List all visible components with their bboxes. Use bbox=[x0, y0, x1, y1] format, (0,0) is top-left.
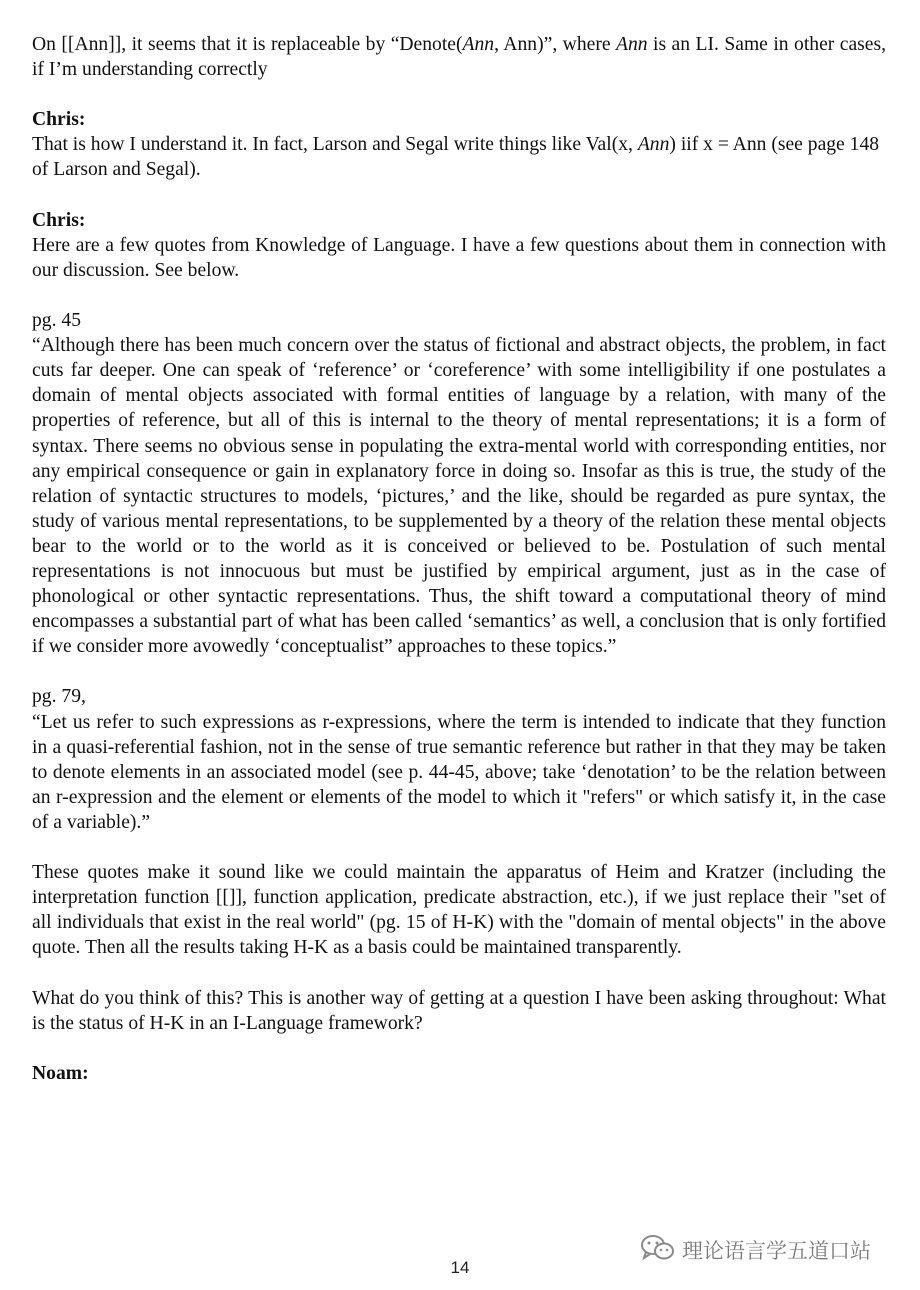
chris-reply-2: Chris: Here are a few quotes from Knowledge of Language. I have a few questions about them in connection with our discussion. See below. bbox=[32, 209, 886, 281]
wechat-icon bbox=[640, 1233, 676, 1268]
quote-text: “Although there has been much concern over the status of fictional and abstract objects, the problem, in fact cuts far deeper. One can speak of ‘reference’ or ‘coreference’ with some intelligibility if one postulates a domain of mental objects associated with formal entities of language by a relation, with many of the properties of reference, but all of this is internal to the theory of mental representations; it is a form of syntax. There seems no obvious sense in populating the extra-mental world with corresponding entities, nor any empirical consequence or gain in explanatory force in doing so. Insofar as this is true, the study of the relation of syntactic structures to models, ‘pictures,’ and the like, should be regarded as pure syntax, the study of various mental representations, to be supplemented by a theory of the relation these mental objects bear to the world or to the world as it is conceived or believed to be. Postulation of such mental representations is not innocuous but must be justified by empirical argument, just as in the case of phonological or other syntactic representations. Thus, the shift toward a computational theory of mind encompasses a substantial part of what has been called ‘semantics’ as well, a conclusion that is only fortified if we consider more avowedly ‘conceptualist” approaches to these topics.” bbox=[32, 335, 886, 658]
paragraph-denote: On [[Ann]], it seems that it is replaceable by “Denote(Ann, Ann)”, where Ann is an LI. Same in other cases, if I’m understanding correctly bbox=[32, 34, 886, 81]
document-body bbox=[32, 32, 886, 1111]
chris-reply-1: Chris: That is how I understand it. In fact, Larson and Segal write things like Val(x, Ann) iif x = Ann (see page 148 of Larson and Segal). bbox=[32, 107, 886, 182]
speaker-label: Noam: bbox=[32, 1062, 89, 1084]
quote-pg45 bbox=[32, 308, 886, 659]
noam-heading bbox=[32, 1061, 886, 1086]
page-reference: pg. 79, bbox=[32, 686, 86, 708]
watermark bbox=[640, 1232, 871, 1268]
paragraph-question: What do you think of this? This is another way of getting at a question I have been asking throughout: What is the status of H-K in an I-Language framework? bbox=[32, 987, 886, 1034]
paragraph-heim-kratzer: These quotes make it sound like we could maintain the apparatus of Heim and Kratzer (including the interpretation function [[]], function application, predicate abstraction, etc.), if we just replace their "set of all individuals that exist in the real world" (pg. 15 of H-K) with the "domain of mental objects" in the above quote. Then all the results taking H-K as a basis could be maintained transparently. bbox=[32, 862, 886, 959]
speaker-label: Chris: bbox=[32, 209, 86, 231]
speaker-label: Chris: bbox=[32, 109, 86, 131]
quote-text: “Let us refer to such expressions as r-expressions, where the term is intended to indicate that they function in a quasi-referential fashion, not in the sense of true semantic reference but rather in that they may be taken to denote elements in an associated model (see p. 44-45, above; take ‘denotation’ to be the relation between an r-expression and the element or elements of the model to which it "refers" or which satisfy it, in the case of a variable).” bbox=[32, 711, 886, 833]
page-reference: pg. 45 bbox=[32, 310, 81, 332]
quote-pg79 bbox=[32, 684, 886, 835]
page-number: 14 bbox=[450, 1258, 470, 1277]
watermark-text: 理论语言学五道口站 bbox=[682, 1239, 871, 1263]
